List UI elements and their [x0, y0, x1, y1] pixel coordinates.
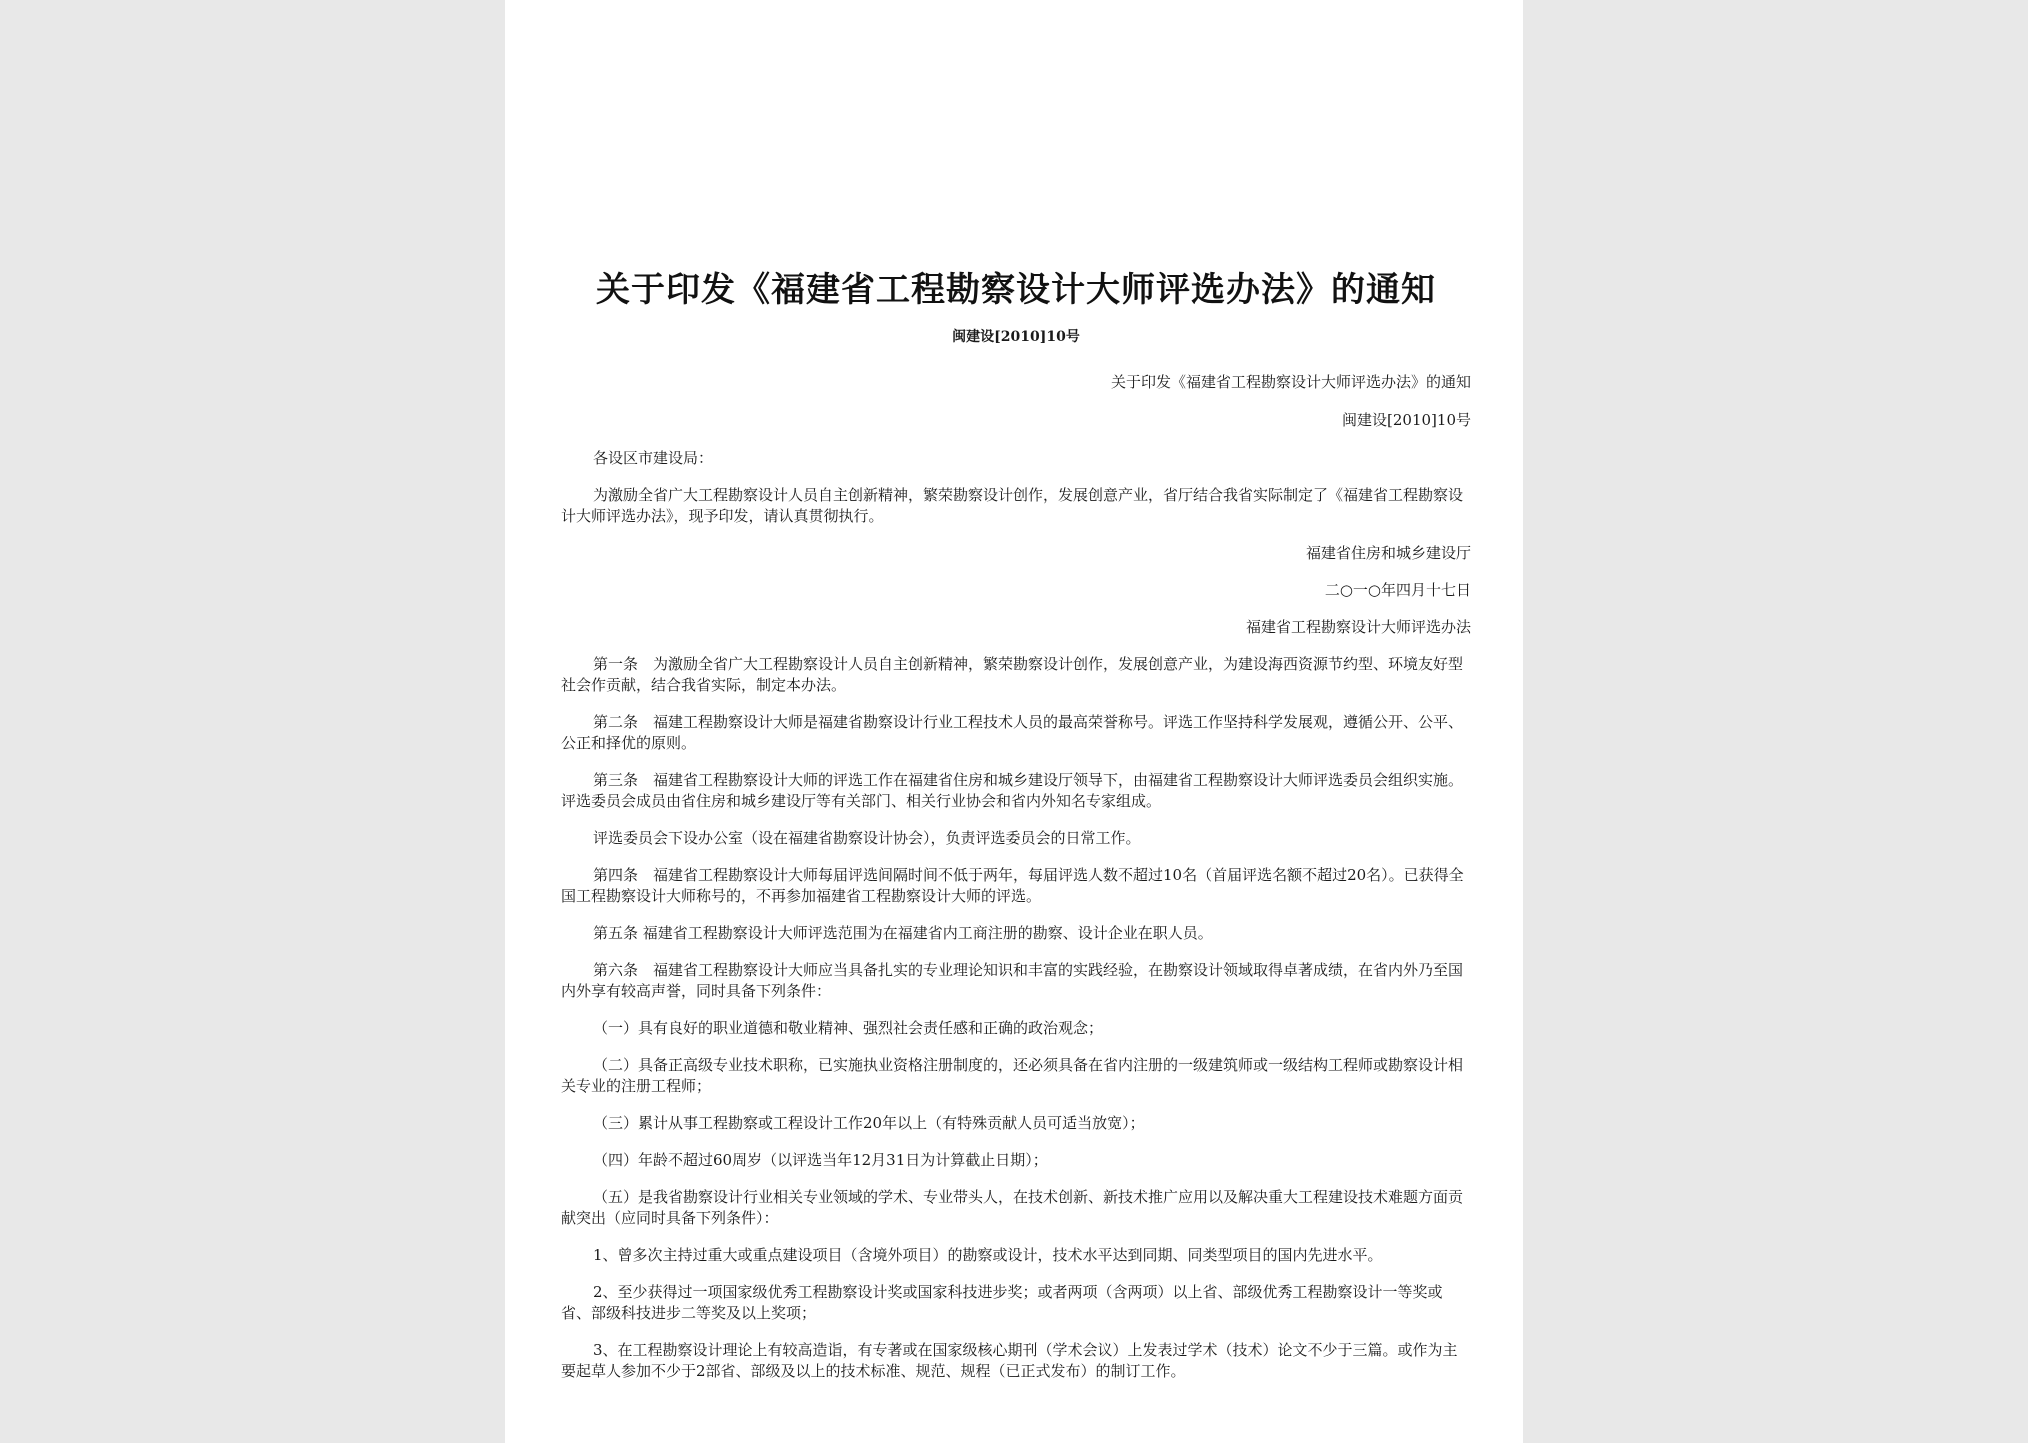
- sub-condition-3: 3、在工程勘察设计理论上有较高造诣，有专著或在国家级核心期刊（学术会议）上发表过学术（技术）论文不少于三篇。或作为主要起草人参加不少于2部省、部级及以上的技术标准、规范、规程（已正式发布）的制订工作。: [561, 1341, 1458, 1380]
- sub-condition-2: 2、至少获得过一项国家级优秀工程勘察设计奖或国家科技进步奖；或者两项（含两项）以上省、部级优秀工程勘察设计一等奖或省、部级科技进步二等奖及以上奖项；: [561, 1283, 1443, 1322]
- issuer: 福建省住房和城乡建设厅: [1305, 544, 1471, 562]
- article-3: 第三条 福建省工程勘察设计大师的评选工作在福建省住房和城乡建设厅领导下，由福建省工程勘察设计大师评选委员会组织实施。评选委员会成员由省住房和城乡建设厅等有关部门、相关行业协会和省内外知名专家组成。: [561, 771, 1464, 810]
- intro-paragraph: 为激励全省广大工程勘察设计人员自主创新精神，繁荣勘察设计创作，发展创意产业，省厅结合我省实际制定了《福建省工程勘察设计大师评选办法》，现予印发，请认真贯彻执行。: [561, 486, 1464, 525]
- condition-3: （三）累计从事工程勘察或工程设计工作20年以上（有特殊贡献人员可适当放宽）；: [593, 1114, 1145, 1132]
- condition-4: （四）年龄不超过60周岁（以评选当年12月31日为计算截止日期）；: [593, 1151, 1048, 1169]
- article-2: 第二条 福建工程勘察设计大师是福建省勘察设计行业工程技术人员的最高荣誉称号。评选工作坚持科学发展观，遵循公开、公平、公正和择优的原则。: [561, 713, 1464, 752]
- article-5: 第五条 福建省工程勘察设计大师评选范围为在福建省内工商注册的勘察、设计企业在职人员。: [593, 924, 1213, 942]
- issue-date: 二○一○年四月十七日: [1324, 581, 1471, 599]
- sub-condition-1: 1、曾多次主持过重大或重点建设项目（含境外项目）的勘察或设计，技术水平达到同期、同类型项目的国内先进水平。: [593, 1246, 1383, 1264]
- condition-5: （五）是我省勘察设计行业相关专业领域的学术、专业带头人，在技术创新、新技术推广应用以及解决重大工程建设技术难题方面贡献突出（应同时具备下列条件）：: [561, 1188, 1464, 1227]
- notice-doc-number: 闽建设[2010]10号: [1342, 411, 1471, 429]
- attachment-title: 福建省工程勘察设计大师评选办法: [1245, 618, 1471, 636]
- condition-1: （一）具有良好的职业道德和敬业精神、强烈社会责任感和正确的政治观念；: [593, 1019, 1104, 1037]
- document-page: [505, 0, 1523, 1443]
- salutation: 各设区市建设局：: [593, 449, 714, 467]
- document-title: 关于印发《福建省工程勘察设计大师评选办法》的通知: [596, 270, 1436, 310]
- article-3-note: 评选委员会下设办公室（设在福建省勘察设计协会），负责评选委员会的日常工作。: [593, 829, 1141, 847]
- notice-subtitle: 关于印发《福建省工程勘察设计大师评选办法》的通知: [1110, 373, 1471, 391]
- condition-2: （二）具备正高级专业技术职称，已实施执业资格注册制度的，还必须具备在省内注册的一级建筑师或一级结构工程师或勘察设计相关专业的注册工程师；: [561, 1056, 1464, 1095]
- article-4: 第四条 福建省工程勘察设计大师每届评选间隔时间不低于两年，每届评选人数不超过10名（首届评选名额不超过20名）。已获得全国工程勘察设计大师称号的，不再参加福建省工程勘察设计大师的评选。: [561, 866, 1464, 905]
- article-6: 第六条 福建省工程勘察设计大师应当具备扎实的专业理论知识和丰富的实践经验，在勘察设计领域取得卓著成绩，在省内外乃至国内外享有较高声誉，同时具备下列条件：: [561, 961, 1464, 1000]
- document-number-header: 闽建设[2010]10号: [952, 329, 1080, 345]
- article-1: 第一条 为激励全省广大工程勘察设计人员自主创新精神，繁荣勘察设计创作，发展创意产业，为建设海西资源节约型、环境友好型社会作贡献，结合我省实际，制定本办法。: [561, 655, 1464, 694]
